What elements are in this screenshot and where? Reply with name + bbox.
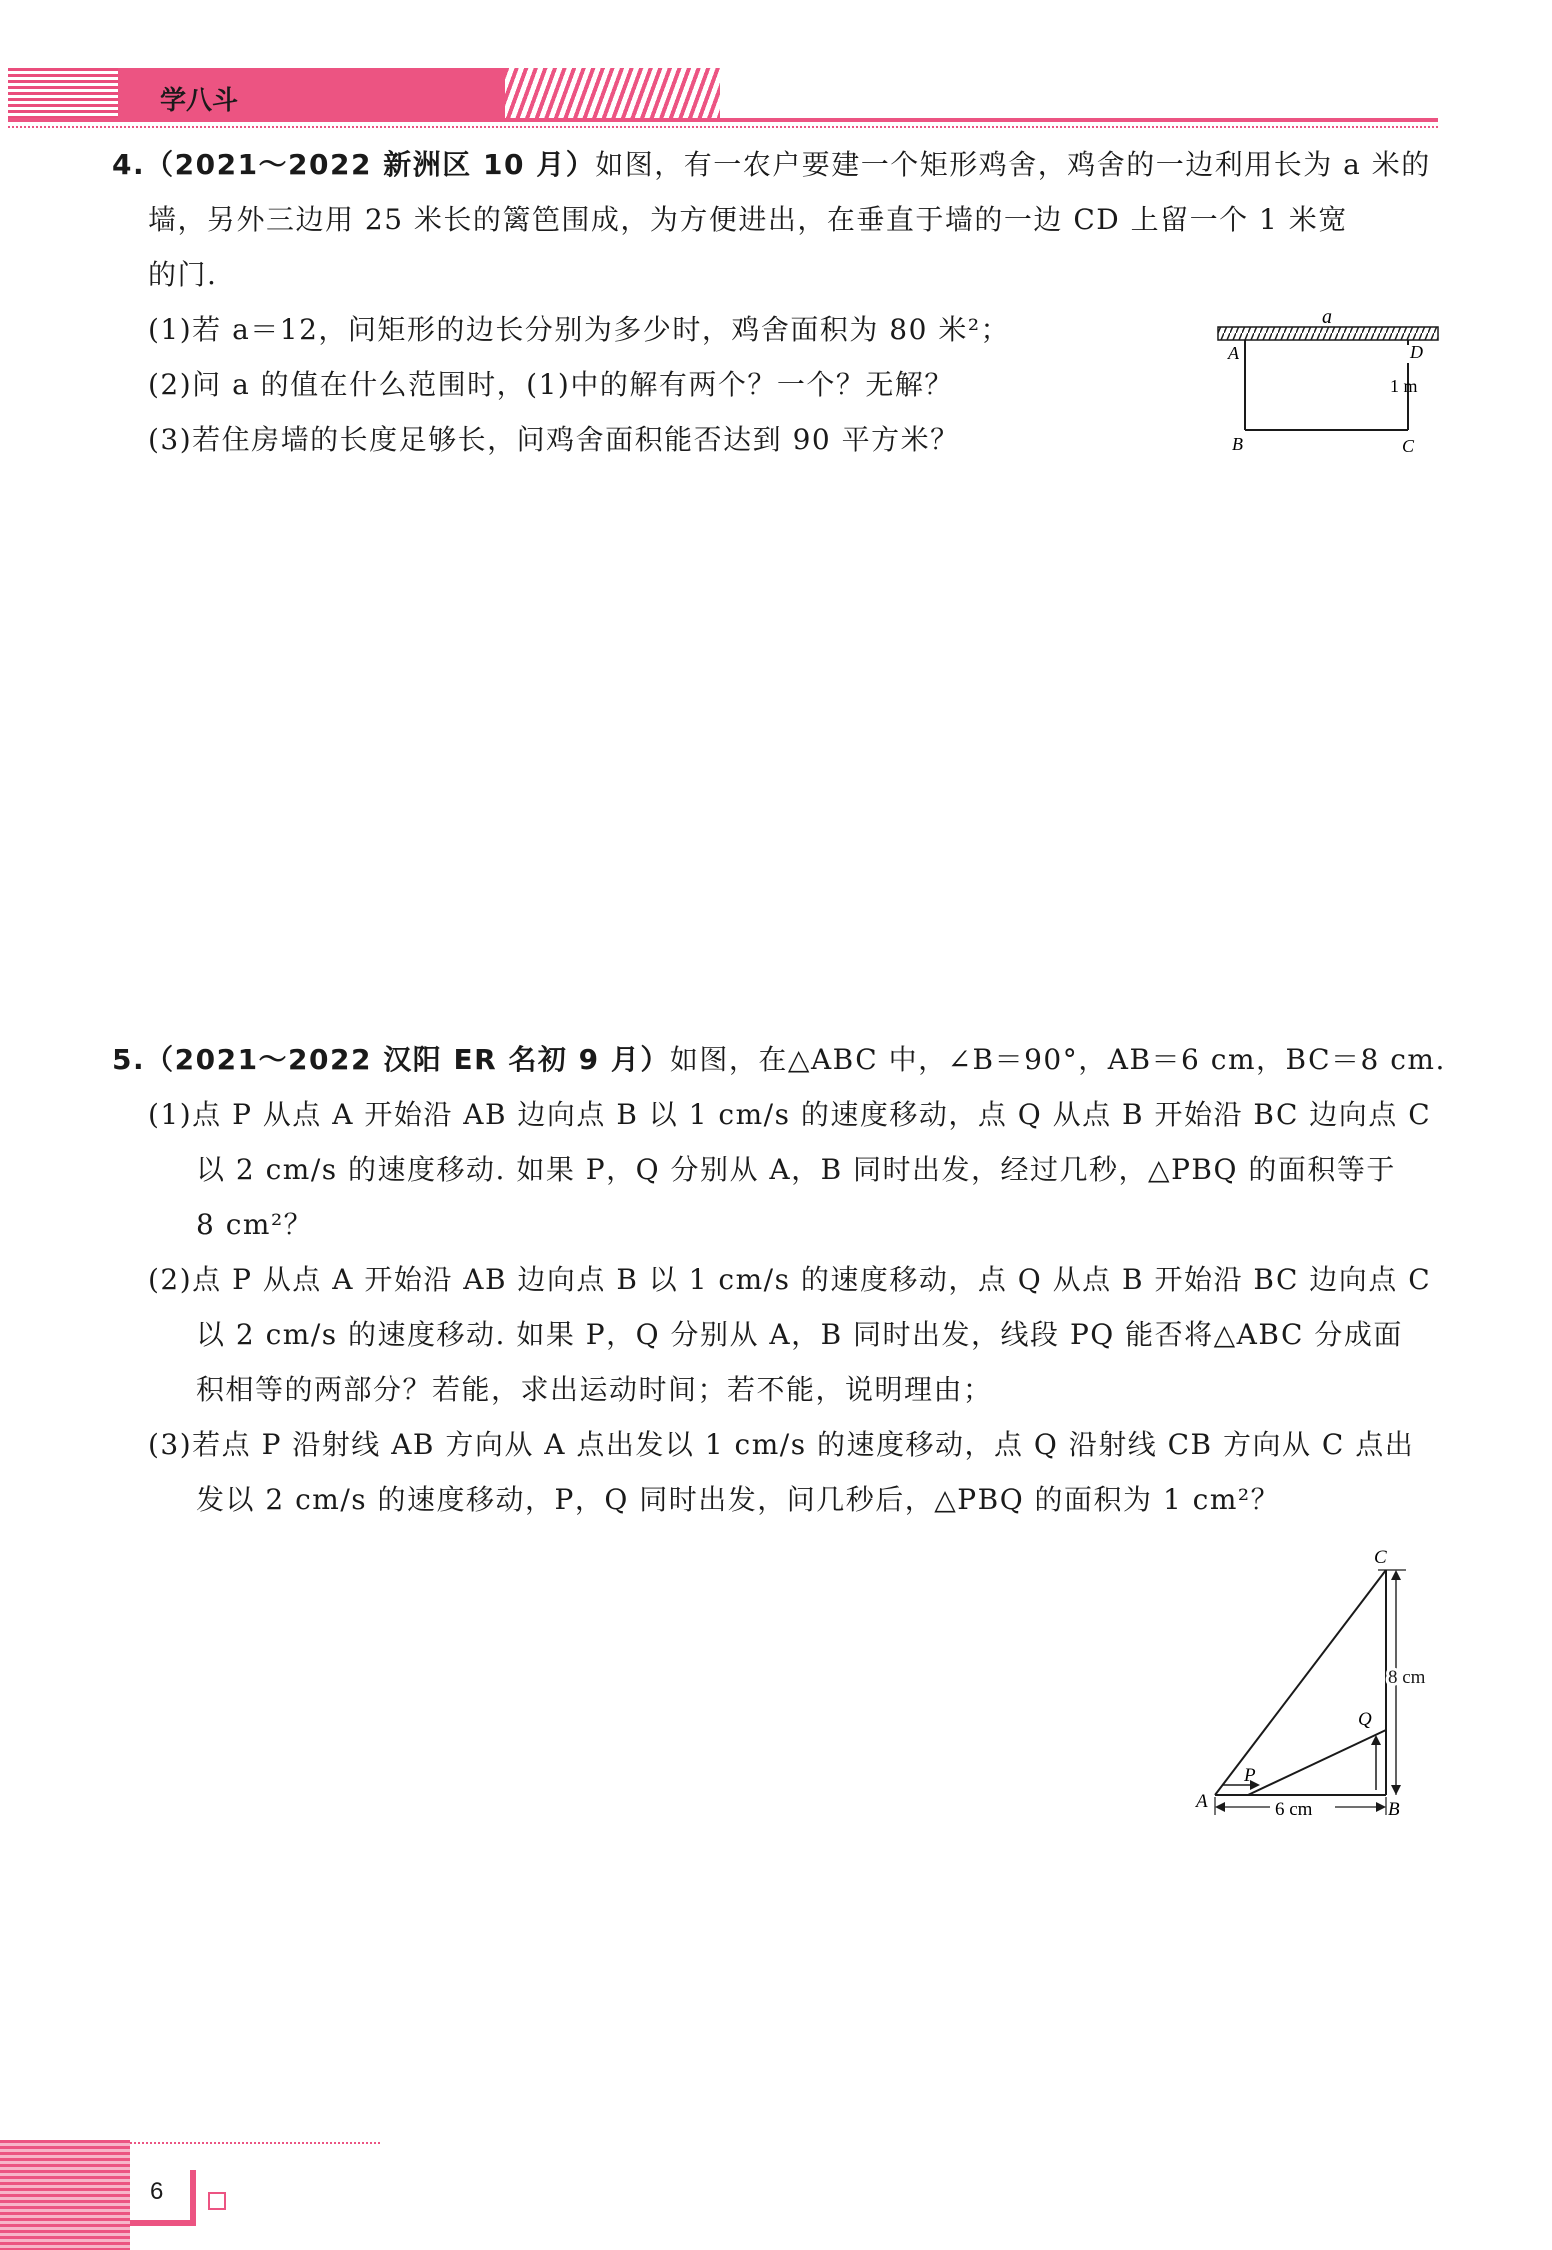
q5-part1-c: 8 cm²？ — [196, 1208, 314, 1241]
q4-source: （2021～2022 新洲区 10 月） — [145, 148, 596, 181]
label-A: A — [1228, 343, 1239, 363]
page-square-icon — [208, 2192, 226, 2210]
label-P: P — [1244, 1765, 1256, 1786]
q5-part2-c: 积相等的两部分？若能，求出运动时间；若不能，说明理由； — [196, 1373, 993, 1406]
q5-line1 — [112, 1040, 1446, 1080]
label-a: a — [1322, 306, 1332, 328]
header-brand: 学八斗 — [160, 86, 239, 116]
q5-figure — [1190, 1545, 1450, 1825]
q4-text1: 如图，有一农户要建一个矩形鸡舍，鸡舍的一边利用长为 a 米的 — [595, 148, 1431, 181]
q4-part1: (1)若 a＝12，问矩形的边长分别为多少时，鸡舍面积为 80 米²； — [148, 313, 1011, 346]
q4-figure — [1200, 305, 1450, 470]
q4-line3: 的门. — [148, 258, 218, 291]
wall — [1218, 327, 1438, 340]
q5-part3-a: (3)若点 P 沿射线 AB 方向从 A 点出发以 1 cm/s 的速度移动，点 Q 沿射线 CB 方向从 C 点出 — [148, 1428, 1415, 1461]
header-rule — [8, 118, 1438, 122]
label-door: 1 m — [1390, 376, 1418, 396]
label-B: B — [1388, 1799, 1400, 1820]
label-C: C — [1402, 436, 1415, 456]
q5-part2-a: (2)点 P 从点 A 开始沿 AB 边向点 B 以 1 cm/s 的速度移动，点 Q 从点 B 开始沿 BC 边向点 C — [148, 1263, 1432, 1296]
q5-source: （2021～2022 汉阳 ER 名初 9 月） — [145, 1043, 670, 1076]
q5-part1-a: (1)点 P 从点 A 开始沿 AB 边向点 B 以 1 cm/s 的速度移动，点 Q 从点 B 开始沿 BC 边向点 C — [148, 1098, 1432, 1131]
side-ac — [1215, 1570, 1386, 1795]
segment-pq — [1248, 1730, 1386, 1795]
header-dotted-rule — [8, 126, 1438, 128]
q5-part2-b: 以 2 cm/s 的速度移动. 如果 P，Q 分别从 A，B 同时出发，线段 PQ 能否将△ABC 分成面 — [196, 1318, 1403, 1351]
page-number: 6 — [150, 2178, 164, 2205]
q4-line1 — [112, 145, 1431, 185]
q5-number: 5. — [112, 1043, 146, 1076]
label-Q: Q — [1358, 1709, 1372, 1730]
footer-stripes — [0, 2140, 130, 2250]
q4-number: 4. — [112, 148, 146, 181]
label-C: C — [1374, 1547, 1387, 1568]
label-B: B — [1232, 434, 1243, 454]
q5-text1: 如图，在△ABC 中，∠B＝90°，AB＝6 cm，BC＝8 cm. — [669, 1043, 1446, 1076]
label-bc: 8 cm — [1388, 1667, 1426, 1688]
q4-part2: (2)问 a 的值在什么范围时，(1)中的解有两个？一个？无解？ — [148, 368, 954, 401]
header-stripes-left — [8, 68, 118, 122]
footer-dotted-rule — [130, 2142, 380, 2144]
label-ab: 6 cm — [1275, 1799, 1313, 1820]
label-A: A — [1196, 1791, 1208, 1812]
q5-part1-b: 以 2 cm/s 的速度移动. 如果 P，Q 分别从 A，B 同时出发，经过几秒，△PBQ 的面积等于 — [196, 1153, 1396, 1186]
q4-part3: (3)若住房墙的长度足够长，问鸡舍面积能否达到 90 平方米？ — [148, 423, 960, 456]
q4-line2: 墙，另外三边用 25 米长的篱笆围成，为方便进出，在垂直于墙的一边 CD 上留一个 1 米宽 — [148, 203, 1348, 236]
q5-part3-b: 发以 2 cm/s 的速度移动，P，Q 同时出发，问几秒后，△PBQ 的面积为 1 cm²？ — [196, 1483, 1281, 1516]
header-stripes-right — [505, 68, 720, 122]
label-D: D — [1410, 342, 1423, 362]
